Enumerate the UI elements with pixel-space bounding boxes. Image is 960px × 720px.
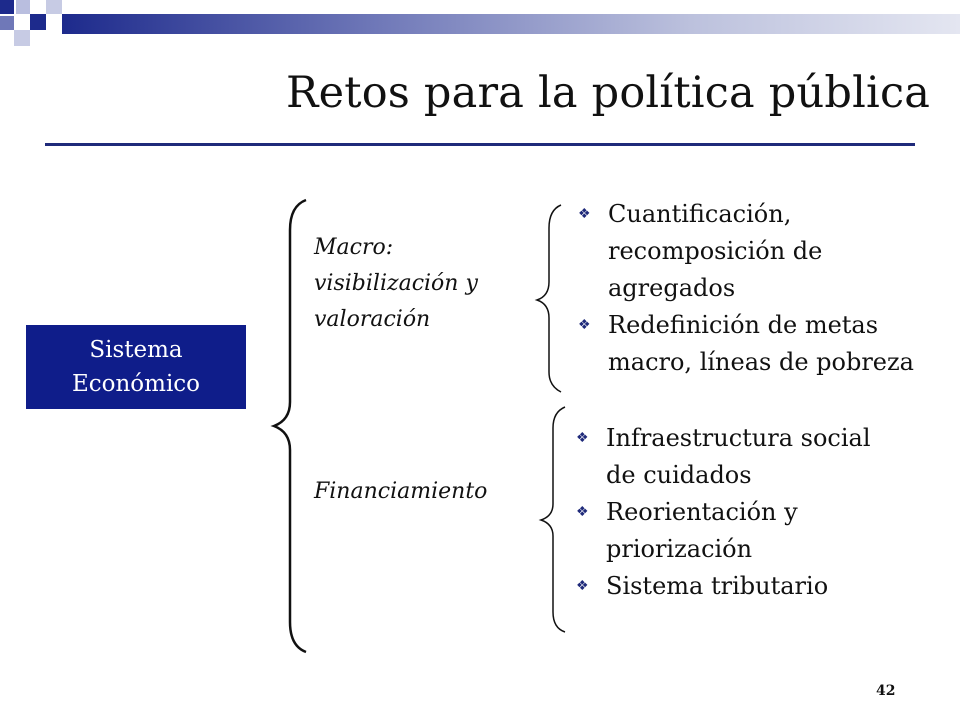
item-line: priorización — [606, 535, 753, 563]
main-brace — [274, 200, 306, 652]
branch-label-line: visibilización y — [314, 271, 478, 296]
list-item — [566, 494, 946, 568]
root-label-line-1: Sistema — [89, 337, 183, 363]
branch-label-financiamiento — [314, 474, 487, 510]
item-line: Redefinición de metas — [608, 311, 879, 339]
item-line: macro, líneas de pobreza — [608, 348, 914, 376]
diamond-bullet-icon: ❖ — [576, 578, 589, 594]
list-item — [566, 568, 946, 605]
slide-title: Retos para la política pública — [286, 68, 931, 118]
branch-label-macro — [314, 230, 478, 338]
page-number: 42 — [876, 683, 896, 699]
macro-brace — [537, 205, 561, 392]
root-label-line-2: Económico — [71, 371, 201, 397]
branch-label-line: Financiamiento — [314, 479, 488, 504]
item-line: Infraestructura social — [606, 424, 871, 452]
diamond-bullet-icon: ❖ — [578, 317, 591, 333]
item-line: Cuantificación, — [608, 200, 792, 228]
diamond-bullet-icon: ❖ — [576, 504, 589, 520]
item-line: agregados — [608, 274, 736, 302]
item-line: Reorientación y — [606, 498, 798, 526]
financing-brace — [541, 407, 565, 632]
list-item — [568, 196, 960, 307]
financing-items-list — [566, 420, 946, 605]
list-item — [568, 307, 960, 381]
branch-label-line: Macro: — [314, 235, 394, 260]
macro-items-list — [568, 196, 960, 381]
item-line: recomposición de — [608, 237, 823, 265]
branch-label-line: valoración — [314, 307, 431, 332]
diamond-bullet-icon: ❖ — [576, 430, 589, 446]
item-line: Sistema tributario — [606, 572, 829, 600]
diamond-bullet-icon: ❖ — [578, 206, 591, 222]
item-line: de cuidados — [606, 461, 752, 489]
list-item — [566, 420, 946, 494]
